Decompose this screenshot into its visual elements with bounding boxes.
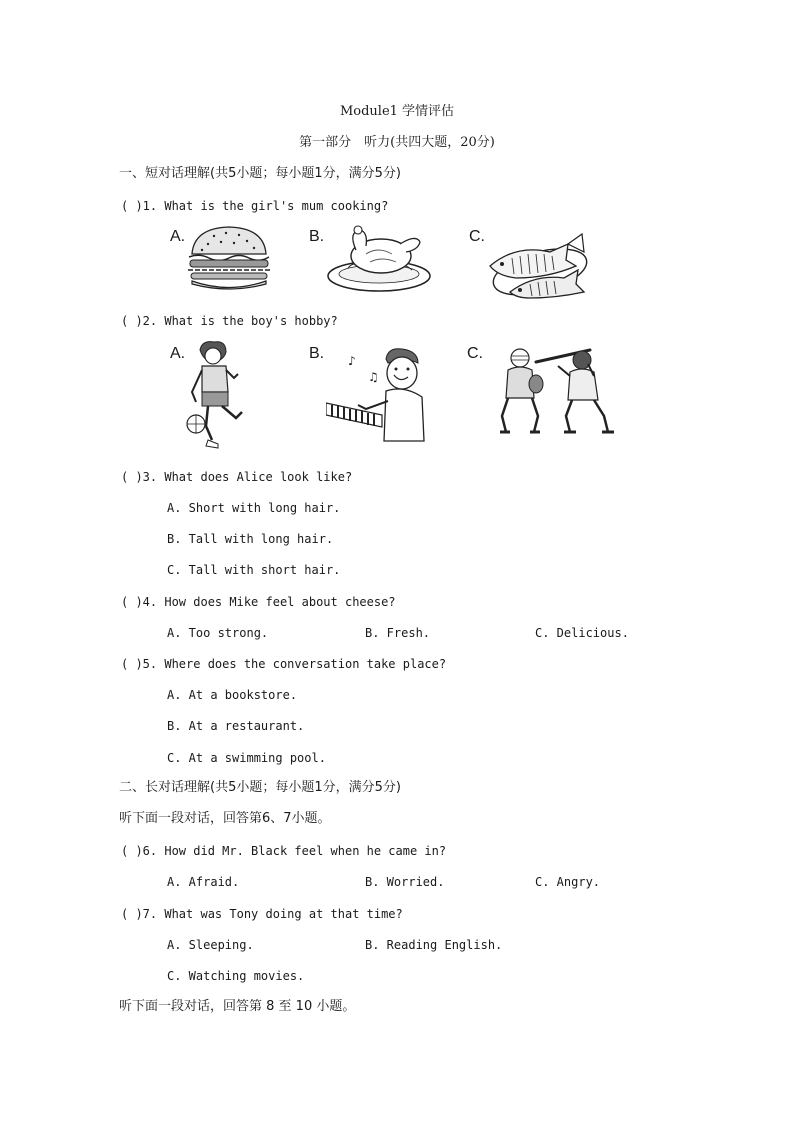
- baseball-players-image: [494, 346, 622, 438]
- q6-option-b[interactable]: B. Worried.: [365, 875, 445, 889]
- q3-option-c[interactable]: C. Tall with short hair.: [167, 563, 341, 577]
- roast-chicken-image: [326, 224, 432, 294]
- q2-option-a[interactable]: A.: [170, 345, 186, 362]
- q4-option-c[interactable]: C. Delicious.: [535, 626, 629, 640]
- q3-option-a[interactable]: A. Short with long hair.: [167, 501, 341, 515]
- q1-option-a[interactable]: A.: [170, 228, 186, 245]
- q5-option-a[interactable]: A. At a bookstore.: [167, 688, 298, 702]
- q5-option-c[interactable]: C. At a swimming pool.: [167, 751, 326, 765]
- section2-heading: 二、长对话理解(共5小题；每小题1分，满分5分): [119, 780, 401, 795]
- q5-option-b[interactable]: B. At a restaurant.: [167, 719, 305, 733]
- q2-option-b[interactable]: B.: [309, 345, 325, 362]
- svg-text:♫: ♫: [368, 370, 379, 384]
- q1-option-c[interactable]: C.: [469, 228, 485, 245]
- q7-label: ( )7. What was Tony doing at that time?: [121, 907, 403, 921]
- q7-option-c[interactable]: C. Watching movies.: [167, 969, 305, 983]
- q4-option-a[interactable]: A. Too strong.: [167, 626, 269, 640]
- q1-label: ( )1. What is the girl's mum cooking?: [121, 199, 389, 213]
- q2-option-c[interactable]: C.: [467, 345, 483, 362]
- q4-option-b[interactable]: B. Fresh.: [365, 626, 431, 640]
- section1-heading: 一、短对话理解(共5小题；每小题1分，满分5分): [119, 166, 401, 181]
- page-title: Module1 学情评估: [339, 104, 455, 119]
- basketball-player-image: [182, 340, 252, 452]
- q7-option-a[interactable]: A. Sleeping.: [167, 938, 254, 952]
- fish-image: [486, 226, 590, 300]
- page-subtitle: 第一部分 听力(共四大题，20分): [299, 135, 495, 150]
- q4-label: ( )4. How does Mike feel about cheese?: [121, 595, 396, 609]
- section2-instruction-1: 听下面一段对话，回答第6、7小题。: [119, 811, 331, 826]
- q6-option-c[interactable]: C. Angry.: [535, 875, 601, 889]
- q1-option-b[interactable]: B.: [309, 228, 325, 245]
- q5-label: ( )5. Where does the conversation take place?: [121, 657, 447, 671]
- q6-label: ( )6. How did Mr. Black feel when he came in?: [121, 844, 447, 858]
- q7-option-b[interactable]: B. Reading English.: [365, 938, 503, 952]
- q2-label: ( )2. What is the boy's hobby?: [121, 314, 338, 328]
- piano-player-image: [326, 345, 426, 445]
- q6-option-a[interactable]: A. Afraid.: [167, 875, 240, 889]
- q3-option-b[interactable]: B. Tall with long hair.: [167, 532, 334, 546]
- hamburger-image: [184, 224, 274, 292]
- section2-instruction-2: 听下面一段对话，回答第 8 至 10 小题。: [119, 999, 356, 1014]
- svg-text:♪: ♪: [348, 354, 356, 368]
- q3-label: ( )3. What does Alice look like?: [121, 470, 353, 484]
